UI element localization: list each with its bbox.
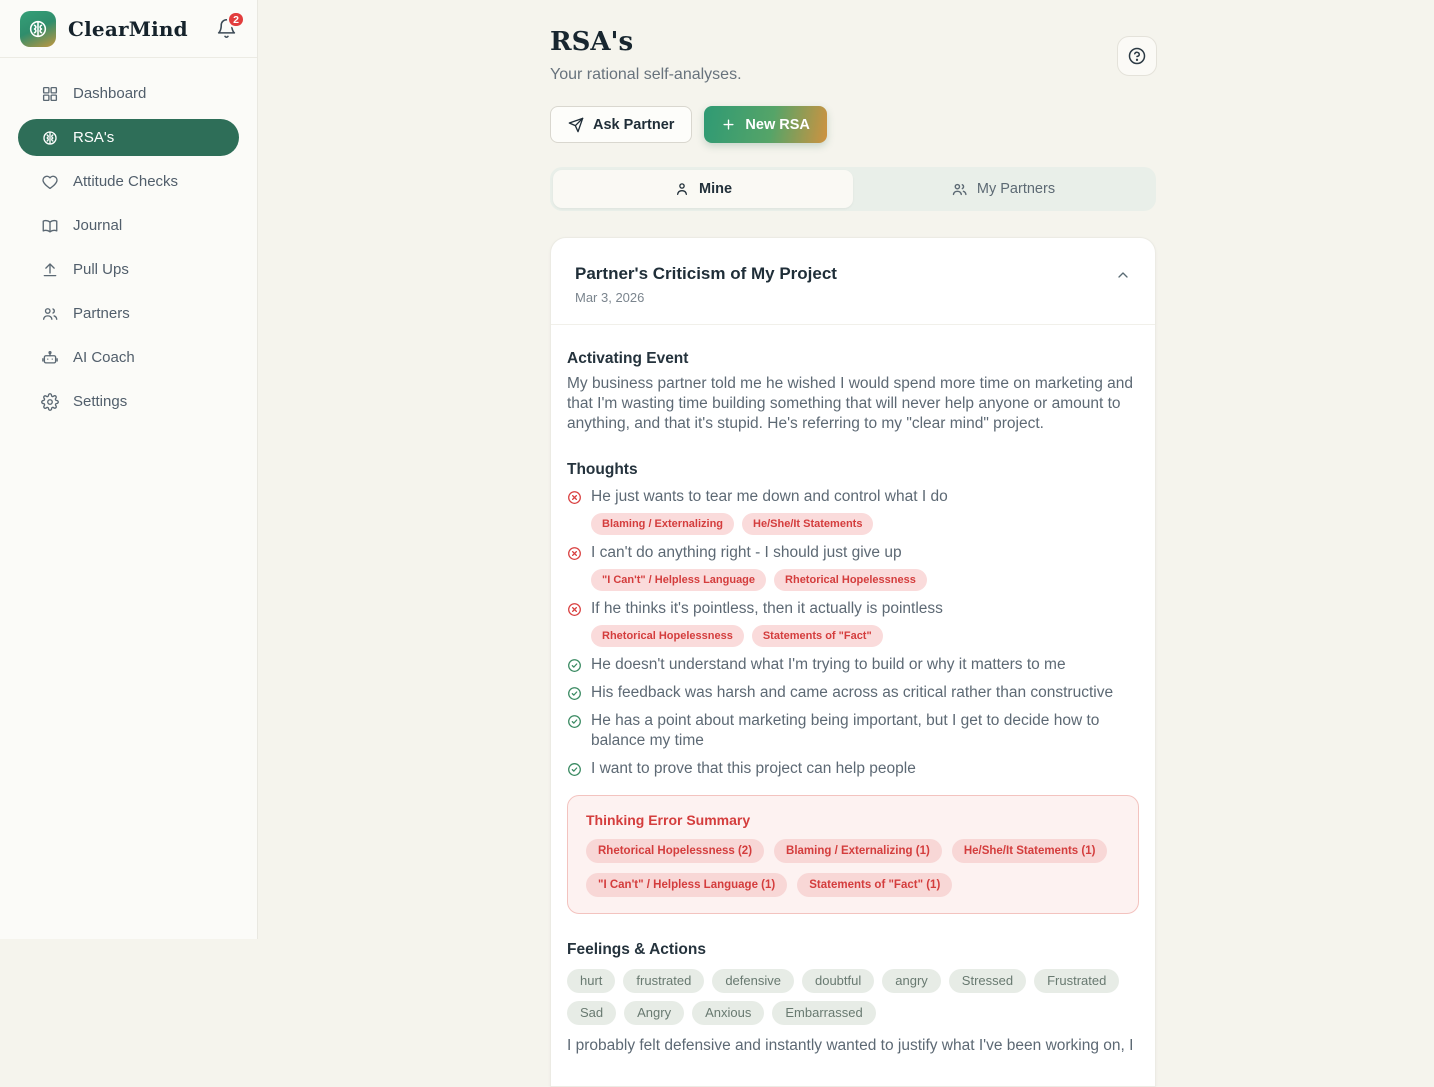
- sidebar-item-label: Journal: [73, 217, 123, 234]
- thinking-error-tag: Rhetorical Hopelessness: [774, 569, 927, 591]
- activating-event-text: My business partner told me he wished I would spend more time on marketing and that I'm wasting time building something that will never help anyone or amount to anything, and that it's stupid. He's referring to my "clear mind" project.: [567, 375, 1134, 432]
- brain-icon: [41, 129, 59, 147]
- sidebar-item-label: RSA's: [73, 129, 115, 146]
- tab-my-partners[interactable]: My Partners: [853, 170, 1153, 208]
- thought-text: He just wants to tear me down and control what I do: [591, 488, 948, 505]
- feeling-tag: Stressed: [949, 969, 1026, 993]
- gear-icon: [41, 393, 59, 411]
- thinking-error-summary-tag: He/She/It Statements (1): [952, 839, 1108, 863]
- ask-partner-button[interactable]: Ask Partner: [550, 106, 692, 143]
- rsa-card-body: [551, 325, 1155, 1086]
- tab-mine[interactable]: Mine: [553, 170, 853, 208]
- sidebar-item-label: Dashboard: [73, 85, 147, 102]
- feeling-tag: Anxious: [692, 1001, 764, 1025]
- thought-tags: [591, 625, 943, 647]
- sidebar-item-dashboard[interactable]: [18, 75, 239, 112]
- sidebar-nav: [0, 58, 257, 437]
- sidebar-item-partners[interactable]: [18, 295, 239, 332]
- thought-text: I want to prove that this project can help people: [591, 760, 916, 777]
- send-icon: [568, 117, 584, 133]
- activating-event-heading: Activating Event: [567, 350, 689, 367]
- sidebar-item-pull-ups[interactable]: [18, 251, 239, 288]
- feeling-tag: Embarrassed: [772, 1001, 875, 1025]
- thinking-error-tag: "I Can't" / Helpless Language: [591, 569, 766, 591]
- thought-item: [567, 487, 1139, 535]
- feeling-tag: hurt: [567, 969, 615, 993]
- sidebar-item-settings[interactable]: [18, 383, 239, 420]
- notifications-button[interactable]: [216, 13, 239, 39]
- sidebar-item-attitude-checks[interactable]: [18, 163, 239, 200]
- thought-text: He has a point about marketing being important, but I get to decide how to balance my time: [591, 712, 1100, 749]
- thought-text: If he thinks it's pointless, then it actually is pointless: [591, 600, 943, 617]
- sidebar-item-label: AI Coach: [73, 349, 135, 366]
- thinking-error-tag: Statements of "Fact": [752, 625, 883, 647]
- thought-item: [567, 759, 1139, 779]
- circle-check-icon: [567, 655, 582, 675]
- thinking-error-summary-tags: [586, 839, 1120, 897]
- circle-check-icon: [567, 759, 582, 779]
- sidebar: [0, 0, 258, 939]
- thinking-error-summary-tag: Statements of "Fact" (1): [797, 873, 952, 897]
- sidebar-item-label: Settings: [73, 393, 128, 410]
- thought-tags: [591, 513, 948, 535]
- sidebar-item-ai-coach[interactable]: [18, 339, 239, 376]
- main-content: [258, 0, 1434, 1054]
- dashboard-icon: [41, 85, 59, 103]
- thinking-error-summary-tag: Rhetorical Hopelessness (2): [586, 839, 764, 863]
- thought-item: [567, 599, 1139, 647]
- thought-text: I can't do anything right - I should just give up: [591, 544, 902, 561]
- thinking-error-summary-heading: Thinking Error Summary: [586, 812, 751, 828]
- sidebar-item-label: Pull Ups: [73, 261, 129, 278]
- thinking-error-tag: Rhetorical Hopelessness: [591, 625, 744, 647]
- feelings-actions-text: I probably felt defensive and instantly wanted to justify what I've been working on, I: [567, 1037, 1134, 1054]
- thought-text: His feedback was harsh and came across as critical rather than constructive: [591, 684, 1114, 701]
- thought-item: [567, 683, 1139, 703]
- sidebar-item-rsa-s[interactable]: [18, 119, 239, 156]
- circle-check-icon: [567, 711, 582, 751]
- notification-badge: 2: [227, 11, 245, 28]
- users-icon: [41, 305, 59, 323]
- page-subtitle: Your rational self-analyses.: [550, 66, 742, 83]
- thought-item: [567, 543, 1139, 591]
- rsa-card-date: Mar 3, 2026: [575, 290, 645, 305]
- sidebar-item-label: Partners: [73, 305, 130, 322]
- thought-item: [567, 655, 1139, 675]
- circle-x-icon: [567, 487, 582, 535]
- users-icon: [951, 181, 968, 198]
- person-icon: [674, 181, 690, 197]
- question-circle-icon: [1127, 46, 1147, 66]
- book-icon: [41, 217, 59, 235]
- feeling-tag: angry: [882, 969, 941, 993]
- feeling-tag: Frustrated: [1034, 969, 1119, 993]
- circle-x-icon: [567, 543, 582, 591]
- thought-item: [567, 711, 1139, 751]
- feelings-actions-heading: Feelings & Actions: [567, 941, 706, 958]
- thoughts-heading: Thoughts: [567, 461, 638, 478]
- circle-x-icon: [567, 599, 582, 647]
- feelings-tags: [567, 969, 1139, 1025]
- robot-icon: [41, 349, 59, 367]
- brand-name: ClearMind: [68, 16, 188, 41]
- sidebar-header: [0, 0, 257, 58]
- thinking-error-summary-tag: "I Can't" / Helpless Language (1): [586, 873, 787, 897]
- thinking-error-tag: He/She/It Statements: [742, 513, 873, 535]
- rsa-card: [550, 237, 1156, 1087]
- rsa-tabs: [550, 167, 1156, 211]
- thinking-error-summary: [567, 795, 1139, 914]
- brain-logo-icon: [20, 11, 56, 47]
- collapse-card-button[interactable]: [1115, 263, 1131, 283]
- rsa-card-title: Partner's Criticism of My Project: [575, 264, 837, 283]
- chevron-up-icon: [1115, 267, 1131, 283]
- thought-tags: [591, 569, 927, 591]
- thinking-error-tag: Blaming / Externalizing: [591, 513, 734, 535]
- thinking-error-summary-tag: Blaming / Externalizing (1): [774, 839, 942, 863]
- plus-icon: [721, 117, 736, 132]
- sidebar-item-journal[interactable]: [18, 207, 239, 244]
- feeling-tag: Angry: [624, 1001, 684, 1025]
- upload-icon: [41, 261, 59, 279]
- new-rsa-button[interactable]: New RSA: [704, 106, 826, 143]
- rsa-card-header[interactable]: [551, 238, 1155, 325]
- help-button[interactable]: [1117, 36, 1157, 76]
- thought-list: [567, 487, 1139, 779]
- page-title: RSA's: [550, 27, 634, 57]
- circle-check-icon: [567, 683, 582, 703]
- thought-text: He doesn't understand what I'm trying to build or why it matters to me: [591, 656, 1066, 673]
- heart-icon: [41, 173, 59, 191]
- sidebar-item-label: Attitude Checks: [73, 173, 179, 190]
- feeling-tag: Sad: [567, 1001, 616, 1025]
- feeling-tag: doubtful: [802, 969, 874, 993]
- actions-row: [550, 106, 1156, 143]
- feeling-tag: frustrated: [623, 969, 704, 993]
- feeling-tag: defensive: [712, 969, 794, 993]
